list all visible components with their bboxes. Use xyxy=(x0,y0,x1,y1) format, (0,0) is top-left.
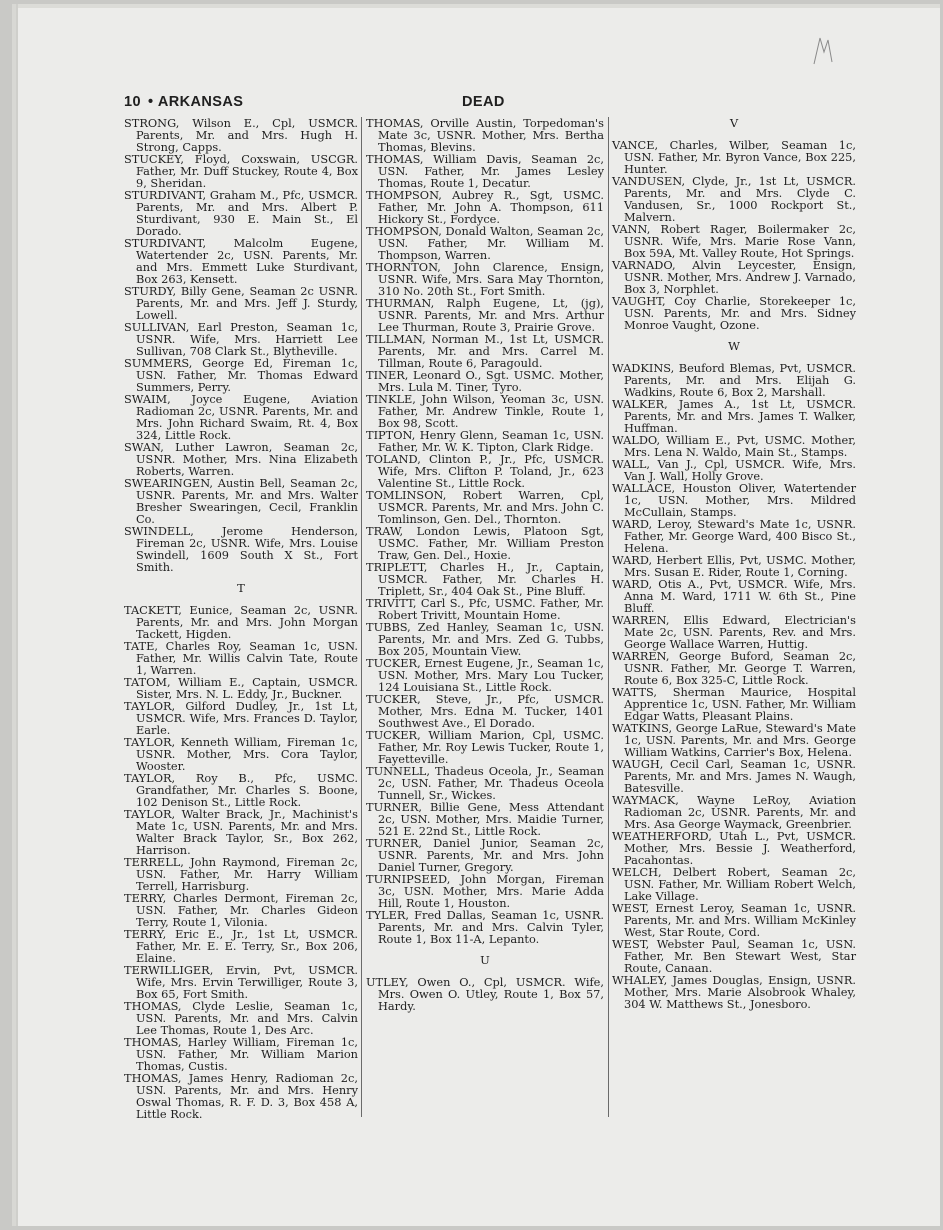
casualty-entry: WALLACE, Houston Oliver, Watertender 1c, USN. Mother, Mrs. Mildred McCullain, Stamps. xyxy=(612,481,856,519)
casualty-entry: SULLIVAN, Earl Preston, Seaman 1c, USNR. Wife, Mrs. Harriett Lee Sullivan, 708 Clark St., Blytheville. xyxy=(124,320,358,358)
casualty-entry: SWAN, Luther Lawron, Seaman 2c, USNR. Mother, Mrs. Nina Elizabeth Roberts, Warren. xyxy=(124,440,358,478)
casualty-entry: THORNTON, John Clarence, Ensign, USNR. Wife, Mrs. Sara May Thornton, 310 No. 20th St., Fort Smith. xyxy=(366,260,604,298)
header-bullet: • xyxy=(148,94,154,110)
casualty-entry: WEST, Ernest Leroy, Seaman 1c, USNR. Parents, Mr. and Mrs. William McKinley West, Star Route, Cord. xyxy=(612,901,856,939)
casualty-entry: TUBBS, Zed Hanley, Seaman 1c, USN. Parents, Mr. and Mrs. Zed G. Tubbs, Box 205, Mountain View. xyxy=(366,620,604,658)
casualty-entry: TAYLOR, Gilford Dudley, Jr., 1st Lt, USMCR. Wife, Mrs. Frances D. Taylor, Earle. xyxy=(124,699,358,737)
casualty-entry: WELCH, Delbert Robert, Seaman 2c, USN. Father, Mr. William Robert Welch, Lake Village. xyxy=(612,865,856,903)
casualty-entry: TATE, Charles Roy, Seaman 1c, USN. Father, Mr. Willis Calvin Tate, Route 1, Warren. xyxy=(124,639,358,677)
column-3 xyxy=(612,117,856,1010)
casualty-entry: TILLMAN, Norman M., 1st Lt, USMCR. Parents, Mr. and Mrs. Carrel M. Tillman, Route 6, Paragould. xyxy=(366,332,604,370)
casualty-entry: SWAIM, Joyce Eugene, Aviation Radioman 2c, USNR. Parents, Mr. and Mrs. John Richard Swaim, Rt. 4, Box 324, Little Rock. xyxy=(124,392,358,442)
casualty-entry: TOLAND, Clinton P., Jr., Pfc, USMCR. Wife, Mrs. Clifton P. Toland, Jr., 623 Valentine St., Little Rock. xyxy=(366,452,604,490)
casualty-entry: UTLEY, Owen O., Cpl, USMCR. Wife, Mrs. Owen O. Utley, Route 1, Box 57, Hardy. xyxy=(366,975,604,1013)
casualty-entry: TACKETT, Eunice, Seaman 2c, USNR. Parents, Mr. and Mrs. John Morgan Tackett, Higden. xyxy=(124,603,358,641)
casualty-entry: TERRY, Eric E., Jr., 1st Lt, USMCR. Father, Mr. E. E. Terry, Sr., Box 206, Elaine. xyxy=(124,927,358,965)
column-rule xyxy=(361,117,362,1117)
page-number: 10 xyxy=(124,94,141,110)
casualty-entry: TOMLINSON, Robert Warren, Cpl, USMCR. Parents, Mr. and Mrs. John C. Tomlinson, Gen. Del., Thornton. xyxy=(366,488,604,526)
casualty-entry: WATTS, Sherman Maurice, Hospital Apprentice 1c, USN. Father, Mr. William Edgar Watts, Pleasant Plains. xyxy=(612,685,856,723)
casualty-entry: WARREN, Ellis Edward, Electrician's Mate 2c, USN. Parents, Rev. and Mrs. George Wallace Warren, Huttig. xyxy=(612,613,856,651)
casualty-entry: WADKINS, Beuford Blemas, Pvt, USMCR. Parents, Mr. and Mrs. Elijah G. Wadkins, Route 6, Box 2, Marshall. xyxy=(612,361,856,399)
casualty-entry: WALKER, James A., 1st Lt, USMCR. Parents, Mr. and Mrs. James T. Walker, Huffman. xyxy=(612,397,856,435)
pencil-mark xyxy=(812,34,836,66)
casualty-entry: THOMAS, James Henry, Radioman 2c, USN. Parents, Mr. and Mrs. Henry Oswal Thomas, R. F. D. 3, Box 458 A, Little Rock. xyxy=(124,1071,358,1121)
column-1 xyxy=(124,117,358,1120)
casualty-entry: WARD, Herbert Ellis, Pvt, USMC. Mother, Mrs. Susan E. Rider, Route 1, Corning. xyxy=(612,553,856,579)
casualty-entry: STRONG, Wilson E., Cpl, USMCR. Parents, Mr. and Mrs. Hugh H. Strong, Capps. xyxy=(124,116,358,154)
casualty-entry: VAUGHT, Coy Charlie, Storekeeper 1c, USN. Parents, Mr. and Mrs. Sidney Monroe Vaught, Ozone. xyxy=(612,294,856,332)
casualty-entry: THOMAS, Orville Austin, Torpedoman's Mate 3c, USNR. Mother, Mrs. Bertha Thomas, Blevins. xyxy=(366,116,604,154)
casualty-entry: TRIPLETT, Charles H., Jr., Captain, USMCR. Father, Mr. Charles H. Triplett, Sr., 404 Oak St., Pine Bluff. xyxy=(366,560,604,598)
casualty-entry: SWINDELL, Jerome Henderson, Fireman 2c, USNR. Wife, Mrs. Louise Swindell, 1609 South X St., Fort Smith. xyxy=(124,524,358,574)
casualty-entry: WALL, Van J., Cpl, USMCR. Wife, Mrs. Van J. Wall, Holly Grove. xyxy=(612,457,856,483)
casualty-entry: WARD, Leroy, Steward's Mate 1c, USNR. Father, Mr. George Ward, 400 Bisco St., Helena. xyxy=(612,517,856,555)
casualty-entry: WARD, Otis A., Pvt, USMCR. Wife, Mrs. Anna M. Ward, 1711 W. 6th St., Pine Bluff. xyxy=(612,577,856,615)
casualty-entry: TERWILLIGER, Ervin, Pvt, USMCR. Wife, Mrs. Ervin Terwilliger, Route 3, Box 65, Fort Smith. xyxy=(124,963,358,1001)
casualty-entry: TIPTON, Henry Glenn, Seaman 1c, USN. Father, Mr. W. K. Tipton, Clark Ridge. xyxy=(366,428,604,454)
casualty-entry: WAUGH, Cecil Carl, Seaman 1c, USNR. Parents, Mr. and Mrs. James N. Waugh, Batesville. xyxy=(612,757,856,795)
casualty-entry: TRIVITT, Carl S., Pfc, USMC. Father, Mr. Robert Trivitt, Mountain Home. xyxy=(366,596,604,622)
section-letter: W xyxy=(728,339,740,353)
casualty-entry: VANCE, Charles, Wilber, Seaman 1c, USN. Father, Mr. Byron Vance, Box 225, Hunter. xyxy=(612,138,856,176)
casualty-entry: WHALEY, James Douglas, Ensign, USNR. Mother, Mrs. Marie Alsobrook Whaley, 304 W. Matthews St., Jonesboro. xyxy=(612,973,856,1011)
casualty-entry: STURDY, Billy Gene, Seaman 2c USNR. Parents, Mr. and Mrs. Jeff J. Sturdy, Lowell. xyxy=(124,284,358,322)
casualty-entry: TINKLE, John Wilson, Yeoman 3c, USN. Father, Mr. Andrew Tinkle, Route 1, Box 98, Scott. xyxy=(366,392,604,430)
casualty-entry: TINER, Leonard O., Sgt. USMC. Mother, Mrs. Lula M. Tiner, Tyro. xyxy=(366,368,604,394)
page-header xyxy=(124,94,864,116)
casualty-entry: THURMAN, Ralph Eugene, Lt, (jg), USNR. Parents, Mr. and Mrs. Arthur Lee Thurman, Route 3, Prairie Grove. xyxy=(366,296,604,334)
casualty-entry: TYLER, Fred Dallas, Seaman 1c, USNR. Parents, Mr. and Mrs. Calvin Tyler, Route 1, Box 11-A, Lepanto. xyxy=(366,908,604,946)
casualty-entry: TUCKER, Ernest Eugene, Jr., Seaman 1c, USN. Mother, Mrs. Mary Lou Tucker, 124 Louisiana St., Little Rock. xyxy=(366,656,604,694)
casualty-entry: THOMPSON, Donald Walton, Seaman 2c, USN. Father, Mr. William M. Thompson, Warren. xyxy=(366,224,604,262)
casualty-entry: TERRELL, John Raymond, Fireman 2c, USN. Father, Mr. Harry William Terrell, Harrisburg. xyxy=(124,855,358,893)
casualty-entry: WATKINS, George LaRue, Steward's Mate 1c, USN. Parents, Mr. and Mrs. George William Watkins, Carrier's Box, Helena. xyxy=(612,721,856,759)
casualty-entry: STURDIVANT, Malcolm Eugene, Watertender 2c, USN. Parents, Mr. and Mrs. Emmett Luke Sturdivant, Box 263, Kensett. xyxy=(124,236,358,286)
casualty-entry: WEST, Webster Paul, Seaman 1c, USN. Father, Mr. Ben Stewart West, Star Route, Canaan. xyxy=(612,937,856,975)
casualty-entry: TERRY, Charles Dermont, Fireman 2c, USN. Father, Mr. Charles Gideon Terry, Route 1, Vilonia. xyxy=(124,891,358,929)
casualty-entry: TATOM, William E., Captain, USMCR. Sister, Mrs. N. L. Eddy, Jr., Buckner. xyxy=(124,675,358,701)
casualty-entry: SWEARINGEN, Austin Bell, Seaman 2c, USNR. Parents, Mr. and Mrs. Walter Bresher Swearingen, Cecil, Franklin Co. xyxy=(124,476,358,526)
casualty-entry: TAYLOR, Walter Brack, Jr., Machinist's Mate 1c, USN. Parents, Mr. and Mrs. Walter Brack Taylor, Sr., Box 262, Harrison. xyxy=(124,807,358,857)
casualty-entry: VANN, Robert Rager, Boilermaker 2c, USNR. Wife, Mrs. Marie Rose Vann, Box 59A, Mt. Valley Route, Hot Springs. xyxy=(612,222,856,260)
casualty-entry: TRAW, London Lewis, Platoon Sgt, USMC. Father, Mr. William Preston Traw, Gen. Del., Hoxie. xyxy=(366,524,604,562)
column-2 xyxy=(366,117,604,1012)
casualty-entry: TUCKER, William Marion, Cpl, USMC. Father, Mr. Roy Lewis Tucker, Route 1, Fayetteville. xyxy=(366,728,604,766)
state-name xyxy=(148,94,243,110)
casualty-entry: VANDUSEN, Clyde, Jr., 1st Lt, USMCR. Parents, Mr. and Mrs. Clyde C. Vandusen, Sr., 1000 Rockport St., Malvern. xyxy=(612,174,856,224)
casualty-entry: WAYMACK, Wayne LeRoy, Aviation Radioman 2c, USNR. Parents, Mr. and Mrs. Asa George Waymack, Greenbrier. xyxy=(612,793,856,831)
casualty-entry: TURNIPSEED, John Morgan, Fireman 3c, USN. Mother, Mrs. Marie Adda Hill, Route 1, Houston. xyxy=(366,872,604,910)
section-title: DEAD xyxy=(462,94,505,110)
casualty-entry: WEATHERFORD, Utah L., Pvt, USMCR. Mother, Mrs. Bessie J. Weatherford, Pacahontas. xyxy=(612,829,856,867)
casualty-entry: TAYLOR, Roy B., Pfc, USMC. Grandfather, Mr. Charles S. Boone, 102 Denison St., Little Rock. xyxy=(124,771,358,809)
casualty-entry: WALDO, William E., Pvt, USMC. Mother, Mrs. Lena N. Waldo, Main St., Stamps. xyxy=(612,433,856,459)
casualty-entry: TURNER, Daniel Junior, Seaman 2c, USNR. Parents, Mr. and Mrs. John Daniel Turner, Gregory. xyxy=(366,836,604,874)
document-page xyxy=(12,4,940,1226)
state-label: ARKANSAS xyxy=(157,94,244,110)
casualty-entry: TURNER, Billie Gene, Mess Attendant 2c, USN. Mother, Mrs. Maidie Turner, 521 E. 22nd St., Little Rock. xyxy=(366,800,604,838)
casualty-entry: TAYLOR, Kenneth William, Fireman 1c, USNR. Mother, Mrs. Cora Taylor, Wooster. xyxy=(124,735,358,773)
casualty-entry: THOMAS, Harley William, Fireman 1c, USN. Father, Mr. William Marion Thomas, Custis. xyxy=(124,1035,358,1073)
casualty-entry: VARNADO, Alvin Leycester, Ensign, USNR. Mother, Mrs. Andrew J. Varnado, Box 3, Norphlet. xyxy=(612,258,856,296)
section-letter: U xyxy=(480,953,490,967)
casualty-entry: STURDIVANT, Graham M., Pfc, USMCR. Parents, Mr. and Mrs. Albert P. Sturdivant, 930 E. Main St., El Dorado. xyxy=(124,188,358,238)
section-letter: T xyxy=(237,581,245,595)
casualty-entry: TUCKER, Steve, Jr., Pfc, USMCR. Mother, Mrs. Edna M. Tucker, 1401 Southwest Ave., El Dorado. xyxy=(366,692,604,730)
casualty-entry: WARREN, George Buford, Seaman 2c, USNR. Father, Mr. George T. Warren, Route 6, Box 325-C, Little Rock. xyxy=(612,649,856,687)
casualty-entry: TUNNELL, Thadeus Oceola, Jr., Seaman 2c, USN. Father, Mr. Thadeus Oceola Tunnell, Sr., Wickes. xyxy=(366,764,604,802)
casualty-entry: SUMMERS, George Ed, Fireman 1c, USN. Father, Mr. Thomas Edward Summers, Perry. xyxy=(124,356,358,394)
casualty-entry: THOMAS, William Davis, Seaman 2c, USN. Father, Mr. James Lesley Thomas, Route 1, Decatur. xyxy=(366,152,604,190)
casualty-entry: THOMPSON, Aubrey R., Sgt, USMC. Father, Mr. John A. Thompson, 611 Hickory St., Fordyce. xyxy=(366,188,604,226)
column-rule xyxy=(608,117,609,1117)
page-edge-shadow xyxy=(16,4,18,1226)
section-letter: V xyxy=(729,116,739,130)
casualty-entry: STUCKEY, Floyd, Coxswain, USCGR. Father, Mr. Duff Stuckey, Route 4, Box 9, Sheridan. xyxy=(124,152,358,190)
casualty-entry: THOMAS, Clyde Leslie, Seaman 1c, USN. Parents, Mr. and Mrs. Calvin Lee Thomas, Route 1, Des Arc. xyxy=(124,999,358,1037)
